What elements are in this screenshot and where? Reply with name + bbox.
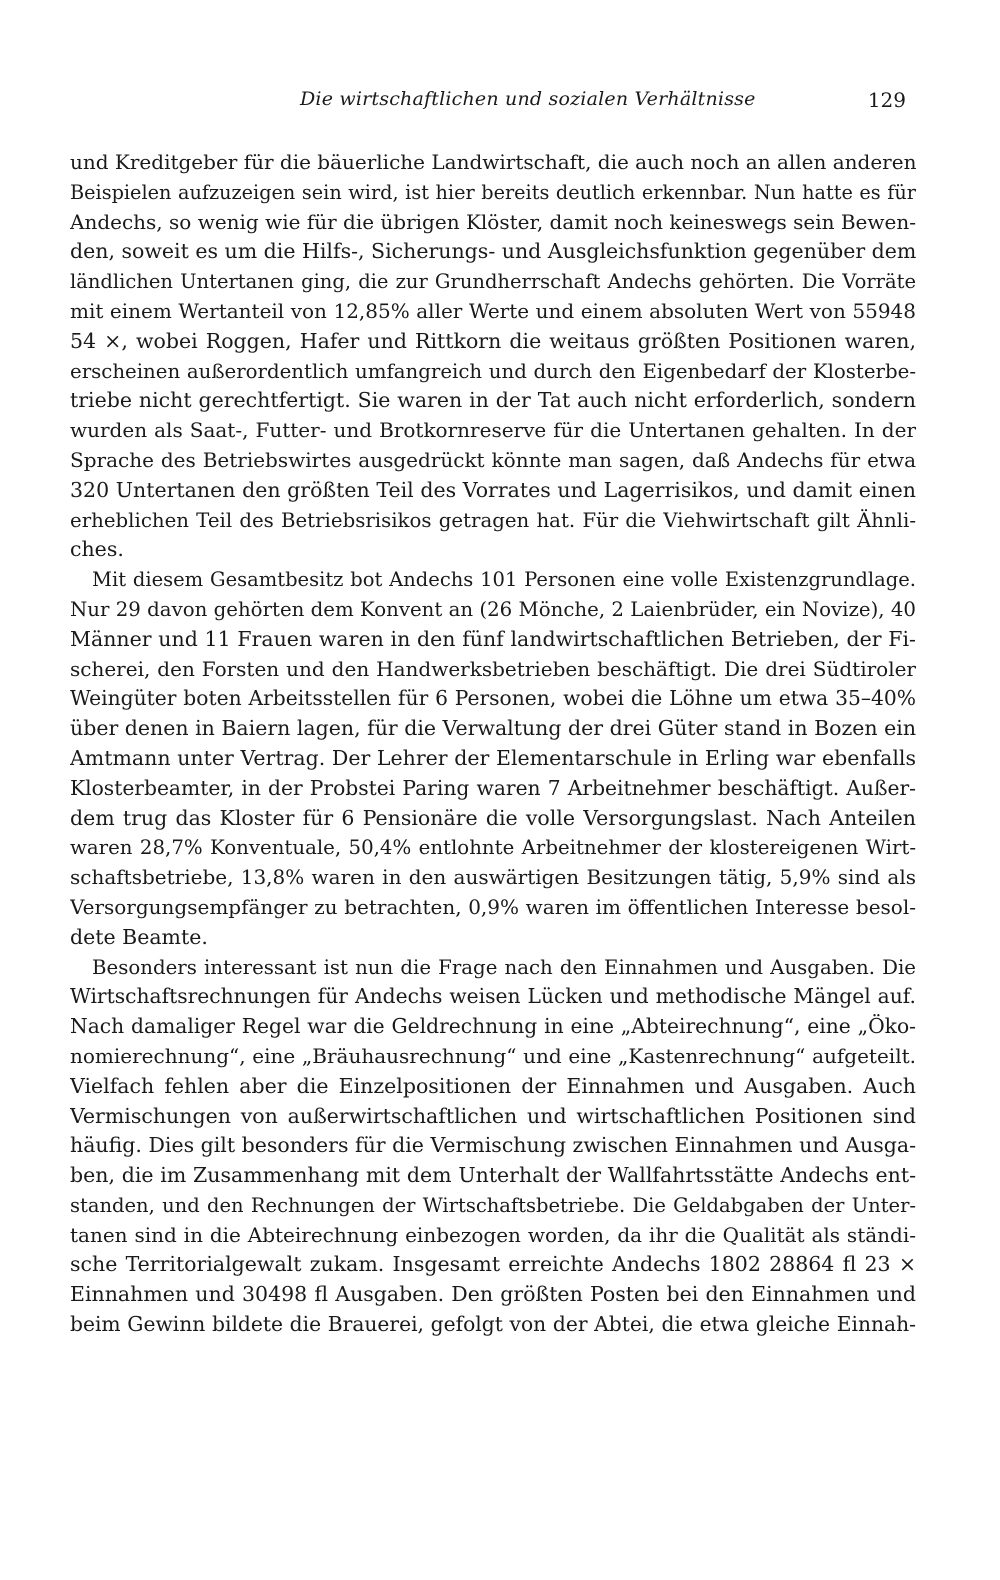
text-line: erscheinen außerordentlich umfangreich und durch den Eigenbedarf der Klosterbe- [70, 359, 916, 383]
text-line: Klosterbeamter, in der Probstei Paring waren 7 Arbeitnehmer beschäftigt. Außer- [70, 775, 916, 800]
text-line: standen, und den Rechnungen der Wirtschaftsbetriebe. Die Geldabgaben der Unter- [70, 1193, 916, 1217]
text-line: Versorgungsempfänger zu betrachten, 0,9% waren im öffentlichen Interesse besol- [70, 894, 916, 919]
text-line: erheblichen Teil des Betriebsrisikos getragen hat. Für die Viehwirtschaft gilt Ähnli- [70, 508, 916, 532]
text-line: Weingüter boten Arbeitsstellen für 6 Personen, wobei die Löhne um etwa 35–40% [70, 686, 916, 711]
text-line: Männer und 11 Frauen waren in den fünf landwirtschaftlichen Betrieben, der Fi- [70, 626, 916, 651]
text-line: Andechs, so wenig wie für die übrigen Klöster, damit noch keineswegs sein Bewen- [70, 209, 916, 234]
text-line: Sprache des Betriebswirtes ausgedrückt könnte man sagen, daß Andechs für etwa [70, 447, 916, 472]
text-line: scherei, den Forsten und den Handwerksbetrieben beschäftigt. Die drei Südtiroler [70, 656, 916, 681]
text-line: waren 28,7% Konventuale, 50,4% entlohnte Arbeitnehmer der klostereigenen Wirt- [70, 836, 916, 860]
text-line: ben, die im Zusammenhang mit dem Unterhalt der Wallfahrtsstätte Andechs ent- [70, 1163, 916, 1188]
running-head-title: Die wirtschaftlichen und sozialen Verhältnisse [300, 88, 756, 110]
text-line: Nur 29 davon gehörten dem Konvent an (26 Mönche, 2 Laienbrüder, ein Novize), 40 [70, 597, 916, 621]
text-line: Vermischungen von außerwirtschaftlichen und wirtschaftlichen Positionen sind [70, 1103, 916, 1128]
text-line: und Kreditgeber für die bäuerliche Landwirtschaft, die auch noch an allen anderen [70, 150, 916, 174]
text-line: schaftsbetriebe, 13,8% waren in den auswärtigen Besitzungen tätig, 5,9% sind als [70, 865, 916, 890]
text-line: dem trug das Kloster für 6 Pensionäre die volle Versorgungslast. Nach Anteilen [70, 805, 916, 830]
text-line: triebe nicht gerechtfertigt. Sie waren in der Tat auch nicht erforderlich, sondern [70, 388, 916, 413]
text-line: über denen in Baiern lagen, für die Verwaltung der drei Güter stand in Bozen ein [70, 716, 916, 741]
text-line: 54 ×, wobei Roggen, Hafer und Rittkorn die weitaus größten Positionen waren, [70, 328, 916, 353]
text-line: Wirtschaftsrechnungen für Andechs weisen Lücken und methodische Mängel auf. [70, 984, 916, 1009]
text-line: Vielfach fehlen aber die Einzelpositionen der Einnahmen und Ausgaben. Auch [70, 1073, 916, 1098]
text-line: mit einem Wertanteil von 12,85% aller Werte und einem absoluten Wert von 55948 [70, 298, 916, 323]
text-line: Nach damaliger Regel war die Geldrechnung in eine „Abteirechnung“, eine „Öko- [70, 1014, 916, 1039]
text-line: ländlichen Untertanen ging, die zur Grundherrschaft Andechs gehörten. Die Vorräte [70, 270, 916, 294]
text-line: Amtmann unter Vertrag. Der Lehrer der Elementarschule in Erling war ebenfalls [70, 745, 916, 770]
paragraph-end-line: ches. [70, 537, 124, 562]
paragraph-start-line: Mit diesem Gesamtbesitz bot Andechs 101 Personen eine volle Existenzgrundlage. [92, 568, 916, 592]
text-line: 320 Untertanen den größten Teil des Vorrates und Lagerrisikos, und damit einen [70, 477, 916, 502]
paragraph-end-line: dete Beamte. [70, 924, 208, 949]
text-line: beim Gewinn bildete die Brauerei, gefolgt von der Abtei, die etwa gleiche Einnah- [70, 1312, 916, 1337]
text-line: Beispielen aufzuzeigen sein wird, ist hier bereits deutlich erkennbar. Nun hatte es für [70, 180, 916, 204]
text-line: häufig. Dies gilt besonders für die Vermischung zwischen Einnahmen und Ausga- [70, 1133, 916, 1158]
text-line: nomierechnung“, eine „Bräuhausrechnung“ und eine „Kastenrechnung“ aufgeteilt. [70, 1043, 916, 1068]
text-line: sche Territorialgewalt zukam. Insgesamt erreichte Andechs 1802 28864 fl 23 × [70, 1252, 916, 1277]
paragraph-start-line: Besonders interessant ist nun die Frage nach den Einnahmen und Ausgaben. Die [92, 955, 916, 979]
text-line: Einnahmen und 30498 fl Ausgaben. Den größten Posten bei den Einnahmen und [70, 1282, 916, 1307]
text-line: wurden als Saat-, Futter- und Brotkornreserve für die Untertanen gehalten. In der [70, 418, 916, 443]
text-line: den, soweit es um die Hilfs-, Sicherungs- und Ausgleichsfunktion gegenüber dem [70, 239, 916, 264]
text-line: tanen sind in die Abteirechnung einbezogen worden, da ihr die Qualität als ständi- [70, 1222, 916, 1247]
body-text [70, 148, 916, 1340]
page-number: 129 [867, 88, 906, 112]
